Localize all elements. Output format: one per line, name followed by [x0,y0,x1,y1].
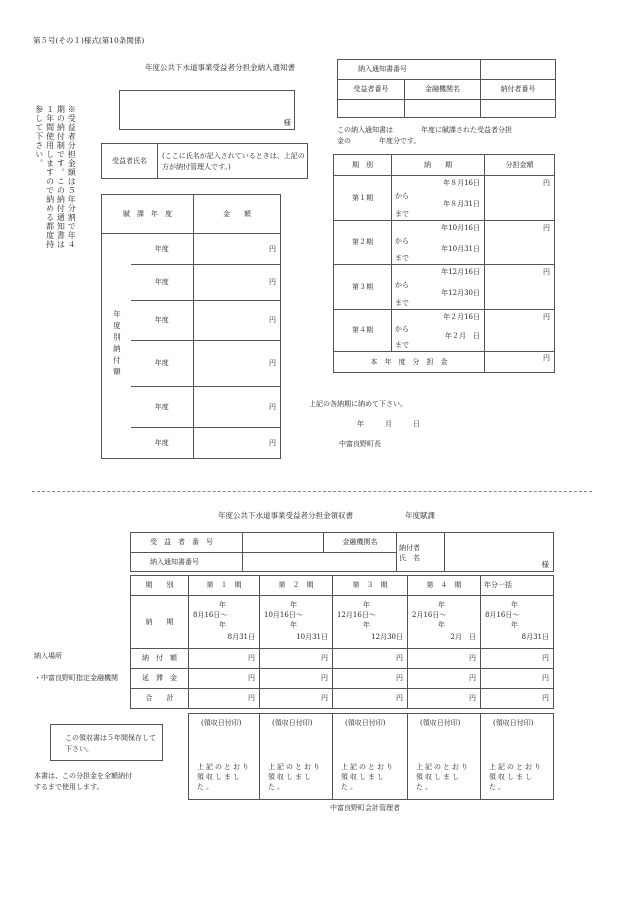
r-yen: 円 [481,689,554,709]
r-period: 第 １ 期 [189,576,260,596]
made-label: まで [395,254,409,262]
term-start: 年２月16日 [443,313,480,321]
received-text: 上記のとおり領収しました。 [197,763,251,792]
notice-no-label: 納入通知書番号 [338,60,481,80]
stamp-cell [333,714,408,800]
r-term-year: 年 [219,601,226,609]
stamp-cell [260,714,333,800]
holder-label-cell [102,144,158,178]
r-term-start: 2月16日～ [412,611,447,619]
notice-title: 年度公共下水道事業受益者分担金納入通知書 [145,63,295,72]
r-term-year: 年 [511,621,518,629]
received-text: 上記のとおり領収しました。 [268,763,322,792]
r-yen: 円 [189,669,260,689]
r-yen: 円 [481,669,554,689]
r-term-start: 8月16日～ [485,611,520,619]
term-end: 年２月 日 [445,332,480,340]
r-term-end: 8月31日 [521,633,549,641]
received-text: 上記のとおり領収しました。 [416,763,470,792]
beneficiary-no-label: 受益者番号 [338,80,405,100]
r-term-cell [408,596,481,649]
h-share-amount: 分担金額 [485,155,555,176]
year-cell: 年度 [131,387,194,428]
r-period: 第 ２ 期 [260,576,333,596]
r-term-end: 2月 日 [450,633,476,641]
stamp-cell [189,714,260,800]
r-term-start: 10月16日～ [264,611,303,619]
r-payer-label-2: 氏 名 [399,554,420,562]
r-term-start: 12月16日～ [337,611,376,619]
yen-label: 円 [543,354,550,362]
cut-line [32,491,592,492]
period-cell: 第２期 [334,221,392,265]
r-term-cell [333,596,408,649]
form-number: 第５号(その１)様式(第10条関係) [33,36,145,45]
yen-cell: 円 [194,341,281,387]
r-payer-label-cell [397,533,445,572]
vertical-note: ※受益者分担金額は５年分割で年４期の納付制です。この納付通知書は１年間使用しますので納める都度持参して下さい。 [34,105,77,249]
r-yen: 円 [333,669,408,689]
r-yen: 円 [333,689,408,709]
h-amount: 金 額 [194,195,281,234]
amount-cell [485,310,555,352]
holder-label: 受益者氏名 [112,157,147,165]
h-year: 賦 課 年 度 [102,195,194,234]
r-yen: 円 [408,689,481,709]
id-table [337,59,556,118]
term-start: 年８月16日 [443,179,480,187]
yen-cell: 円 [194,265,281,301]
year-cell: 年度 [131,428,194,459]
yen-cell: 円 [194,301,281,341]
r-sama-label: 様 [541,559,549,569]
stamp-label: (領収日付印) [201,719,242,727]
r-period: 第 ３ 期 [333,576,408,596]
notice-no-value [481,60,556,80]
term-start: 年12月16日 [441,268,480,276]
term-start: 年10月16日 [441,224,480,232]
r-period: 第 ４ 期 [408,576,481,596]
r-yen: 円 [260,669,333,689]
receipt-title: 年度公共下水道事業受益者分担金領収書 [218,511,353,520]
kara-label: から [395,237,409,245]
holder-box [101,143,308,179]
total-label: 本 年 度 分 担 金 [334,352,485,373]
mayor-signature: 中富良野町長 [339,440,381,448]
term-cell [392,265,485,310]
keep-note: この領収書は５年間保存して下さい。 [65,734,156,753]
kara-label: から [395,192,409,200]
stamp-label: (領収日付印) [420,719,461,727]
term-end: 年８月31日 [443,200,480,208]
r-term-end: 12月30日 [371,633,403,641]
sama-label: 様 [283,117,291,127]
r-yen: 円 [408,649,481,669]
r-term-cell [481,596,554,649]
period-cell: 第４期 [334,310,392,352]
receipt-period-table [130,575,554,709]
amount-cell [485,221,555,265]
address-name-box [119,90,295,130]
stamp-label: (領収日付印) [272,719,313,727]
year-amount-table [101,194,281,459]
r-row-label: 合 計 [131,689,189,709]
r-term-year: 年 [290,601,297,609]
amount-cell [485,265,555,310]
r-term-end: 10月31日 [296,633,328,641]
h-period: 期 別 [334,155,392,176]
date-line: 年 月 日 [357,420,420,428]
year-cell: 年度 [131,234,194,265]
holder-note: (ここに氏名が記入されているときは、上記の方が納付管理人です。) [162,152,305,171]
r-term-start: 8月16日～ [193,611,228,619]
bank-label: 金融機関名 [405,80,481,100]
made-label: まで [395,299,409,307]
r-bank-label: 金融機関名 [324,533,397,553]
yen-cell: 円 [194,234,281,265]
r-payer-name-cell [445,533,554,572]
r-yen: 円 [481,649,554,669]
yen-label: 円 [543,268,550,276]
r-yen: 円 [189,689,260,709]
yen-label: 円 [543,313,550,321]
kara-label: から [395,281,409,289]
term-cell [392,221,485,265]
use-note: 本書は、この分担金を全額納付するまで使用します。 [34,772,132,791]
term-cell [392,176,485,221]
place-value: ・中富良野町指定金融機関 [34,674,118,682]
stamp-label: (領収日付印) [345,719,386,727]
r-yen: 円 [260,689,333,709]
r-period: 年分一括 [481,576,554,596]
term-end: 年10月31日 [441,245,480,253]
r-yen: 円 [189,649,260,669]
r-term-label: 納 期 [131,596,189,649]
year-cell: 年度 [131,265,194,301]
made-label: まで [395,341,409,349]
keep-note-box [50,724,163,761]
place-label: 納入場所 [34,652,62,660]
stamp-label: (領収日付印) [493,719,534,727]
amount-cell [485,176,555,221]
received-text: 上記のとおり領収しました。 [341,763,395,792]
side-label: 年度別納付額 [112,310,122,380]
r-term-year: 年 [219,621,226,629]
stamp-cell [481,714,554,800]
r-payer-label-1: 納付者 [399,544,420,552]
r-term-end: 8月31日 [227,633,255,641]
received-text: 上記のとおり領収しました。 [489,763,543,792]
r-h-period: 期 別 [131,576,189,596]
r-term-cell [189,596,260,649]
receipt-header-table [130,532,554,572]
r-yen: 円 [408,669,481,689]
r-row-label: 納 付 額 [131,649,189,669]
r-term-year: 年 [438,601,445,609]
payer-no-label: 納付者番号 [481,80,556,100]
intro-line-1: この納入通知書は 年度に賦課された受益者分担 [337,126,512,134]
yen-cell: 円 [194,387,281,428]
treasurer-signature: 中富良野町会計管理者 [330,804,400,812]
period-cell: 第３期 [334,265,392,310]
r-yen: 円 [260,649,333,669]
r-term-year: 年 [363,601,370,609]
stamp-cell [408,714,481,800]
yen-label: 円 [543,224,550,232]
term-cell [392,310,485,352]
r-term-year: 年 [290,621,297,629]
r-term-year: 年 [363,621,370,629]
intro-line-2: 金の 年度分です。 [337,137,421,145]
schedule-table [333,154,555,373]
stamp-table [188,713,554,800]
receipt-title-suffix: 年度賦課 [405,511,435,520]
h-term: 納 期 [392,155,485,176]
r-term-cell [260,596,333,649]
yen-label: 円 [543,179,550,187]
r-term-year: 年 [438,621,445,629]
r-yen: 円 [333,649,408,669]
pay-by-instruction: 上記の各納期に納めて下さい。 [309,400,407,408]
r-row-label: 延 滞 金 [131,669,189,689]
made-label: まで [395,210,409,218]
year-cell: 年度 [131,301,194,341]
term-end: 年12月30日 [441,289,480,297]
year-cell: 年度 [131,341,194,387]
kara-label: から [395,325,409,333]
r-beneficiary-no-label: 受 益 者 番 号 [131,533,243,553]
r-notice-no-label: 納入通知書番号 [131,553,243,572]
period-cell: 第１期 [334,176,392,221]
yen-cell: 円 [194,428,281,459]
r-term-year: 年 [511,601,518,609]
total-amount-cell [485,352,555,373]
